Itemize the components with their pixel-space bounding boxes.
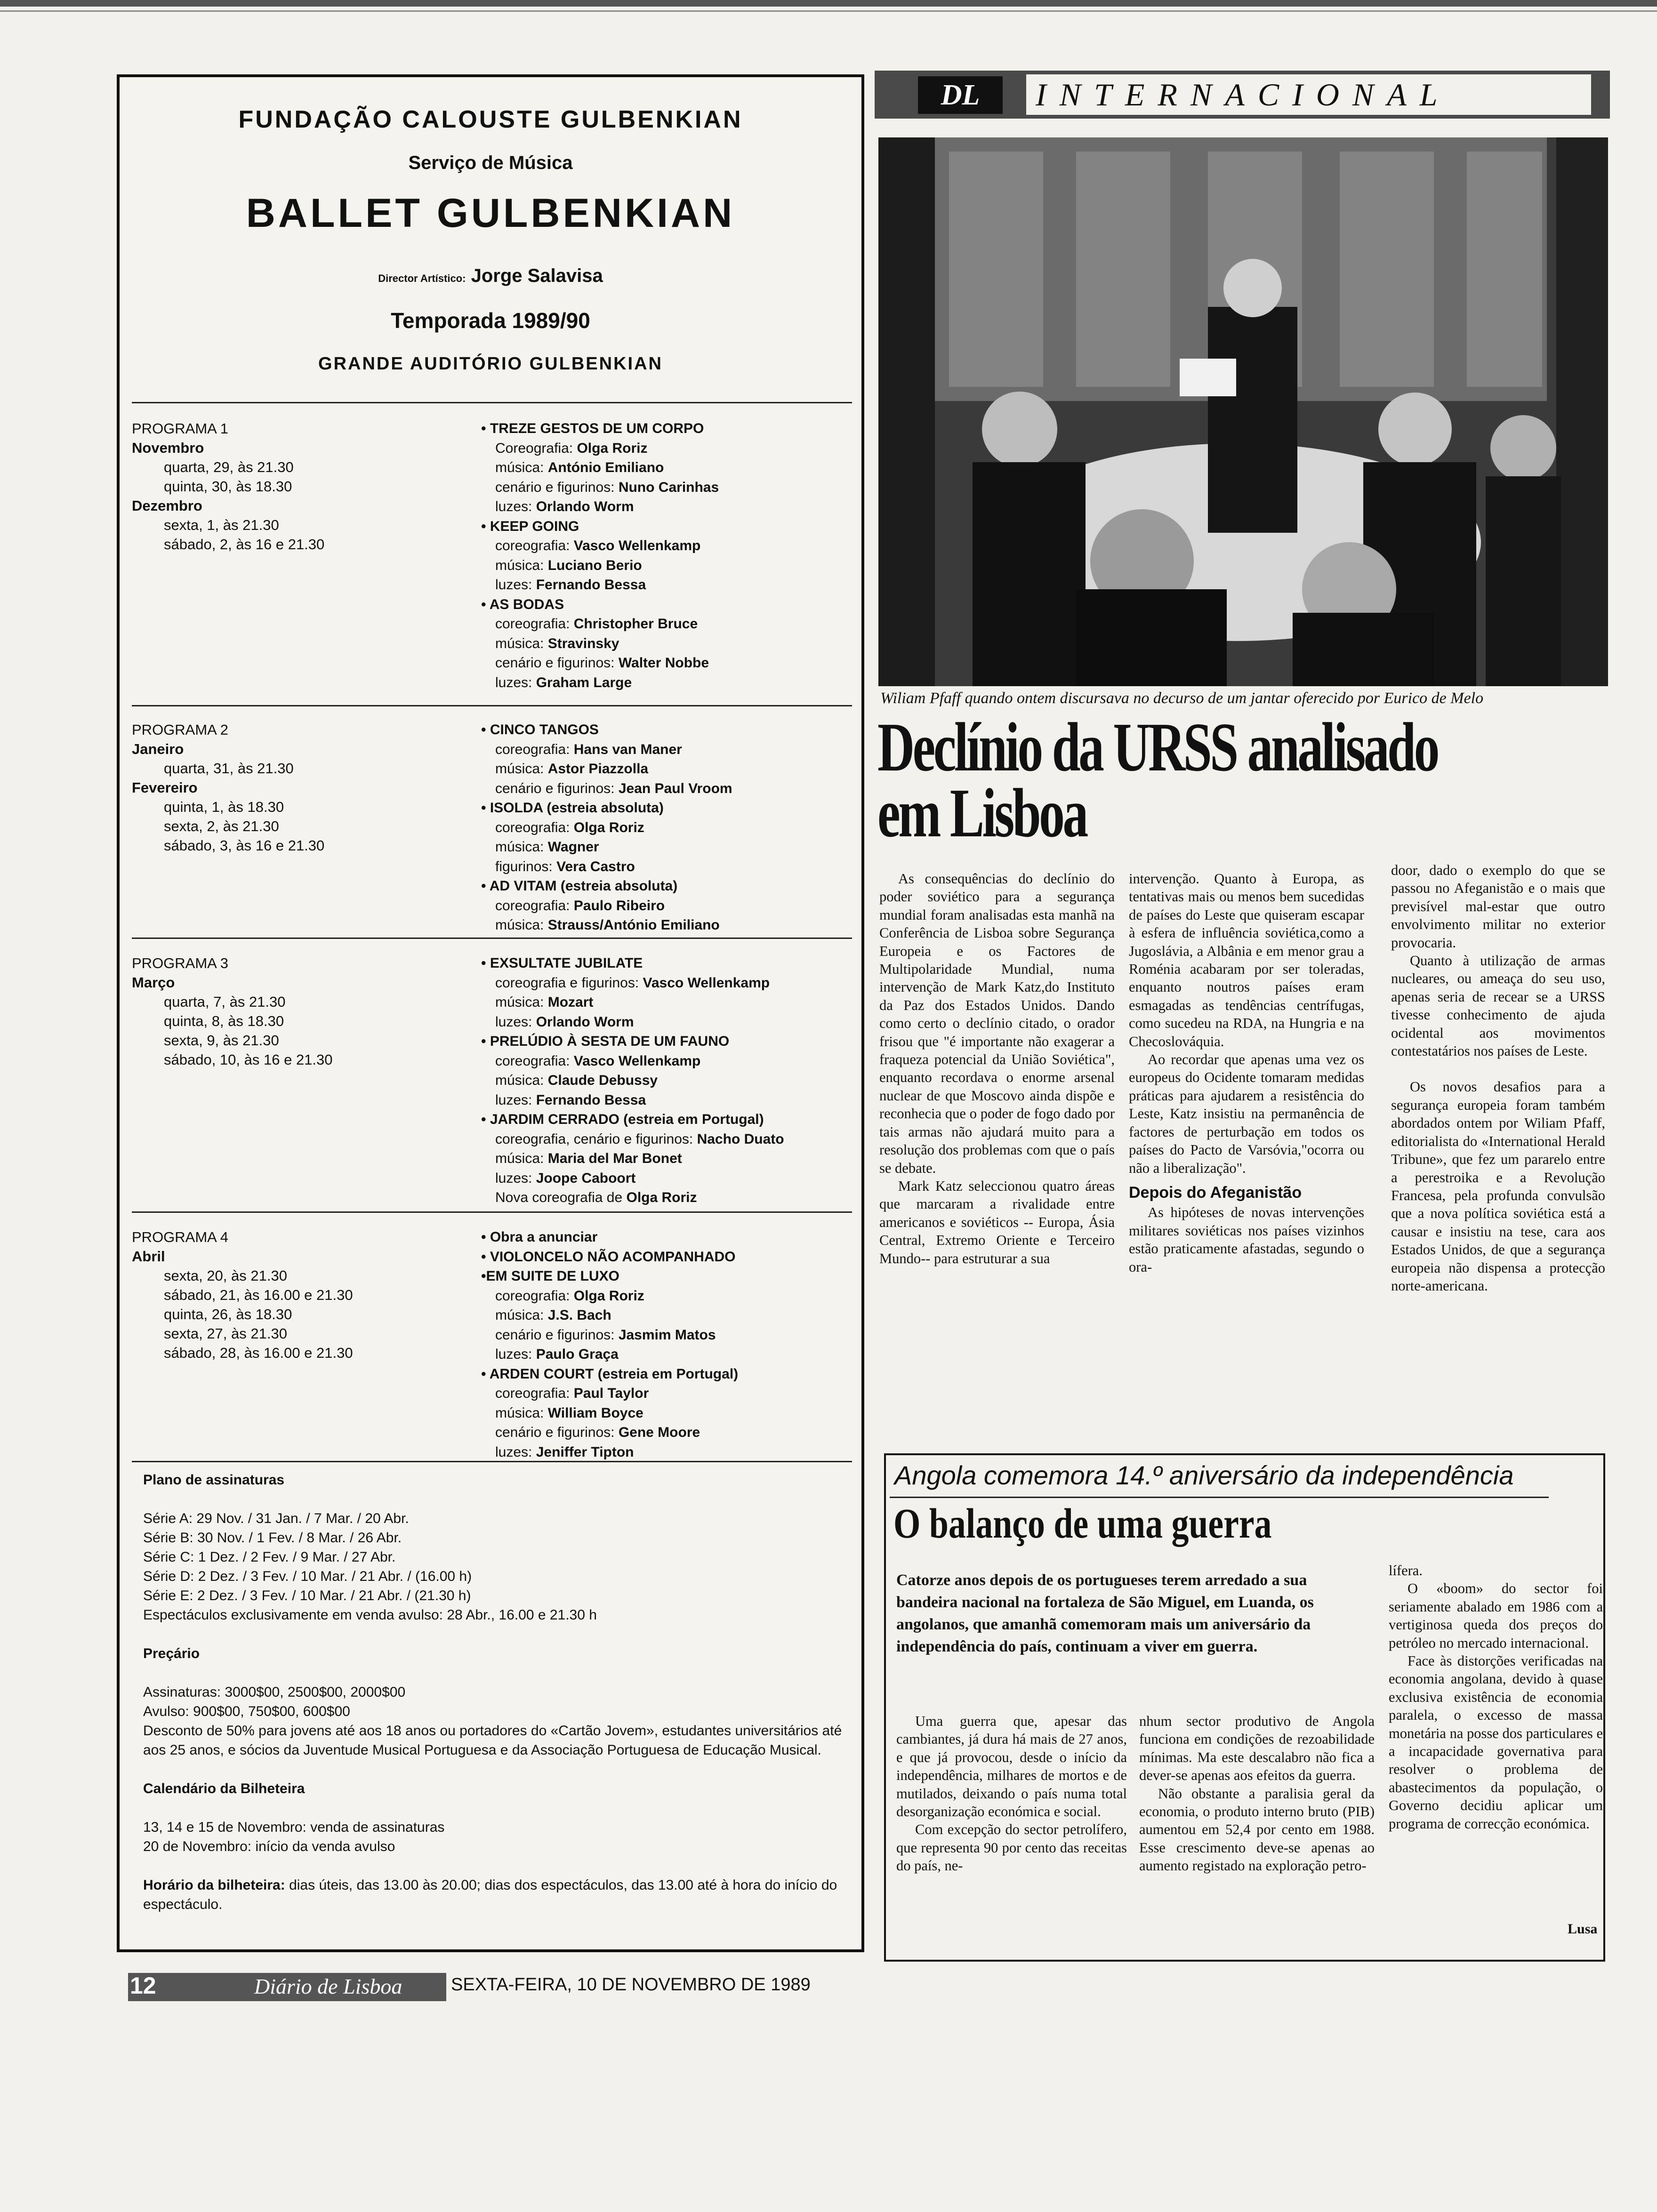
credit-name: Luciano Berio <box>547 557 642 573</box>
plano-line: Série C: 1 Dez. / 2 Fev. / 9 Mar. / 27 Abr. <box>143 1549 396 1565</box>
angola-column-3 <box>1389 1562 1603 1833</box>
ad-season: Temporada 1989/90 <box>391 308 590 333</box>
work-credit <box>481 759 858 779</box>
credit-role: música: <box>495 460 548 475</box>
horario <box>143 1875 849 1914</box>
credit-role: luzes: <box>495 1014 536 1030</box>
credit-name: Orlando Worm <box>536 499 634 514</box>
article-column-1 <box>879 870 1115 1267</box>
gulbenkian-ad <box>117 74 864 1952</box>
work-credit <box>481 497 858 517</box>
credit-role: luzes: <box>495 1444 536 1460</box>
work-title: • VIOLONCELO NÃO ACOMPANHADO <box>481 1249 736 1265</box>
credit-role: cenário e figurinos: <box>495 780 619 796</box>
credit-role: música: <box>495 917 548 933</box>
work-credit <box>481 837 858 857</box>
photo-caption: Wiliam Pfaff quando ontem discursava no decurso de um jantar oferecido por Eurico de Melo <box>880 689 1484 707</box>
work-credit <box>481 993 858 1012</box>
credit-name: Stravinsky <box>547 635 619 651</box>
paragraph: Quanto à utilização de armas nucleares, ou ameaça do seu uso, apenas seria de recear se a URSS tivesse conhecimento de ajuda ocidental aos movimentos contestatários nos países de Leste. <box>1391 953 1605 1059</box>
angola-lead: Catorze anos depois de os portugueses terem arredado a sua bandeira nacional na fortaleza de São Miguel, em Luanda, os angolanos, que amanhã comemoram mais um aniversário da independência do país, continuam a viver em guerra. <box>896 1571 1314 1655</box>
ad-director-label: Director Artístico: <box>378 272 466 284</box>
program-date: sábado, 28, às 16.00 e 21.30 <box>164 1345 353 1361</box>
credit-role: cenário e figurinos: <box>495 655 619 671</box>
credit-role: cenário e figurinos: <box>495 479 619 495</box>
credit-name: Vera Castro <box>556 858 635 874</box>
program-date: quinta, 30, às 18.30 <box>164 478 292 495</box>
credit-name: Nuno Carinhas <box>618 479 719 495</box>
credit-name: Orlando Worm <box>536 1014 634 1030</box>
work-credit <box>481 1443 858 1462</box>
work-title: •EM SUITE DE LUXO <box>481 1268 619 1284</box>
ad-title: BALLET GULBENKIAN <box>246 191 735 236</box>
credit-role: cenário e figurinos: <box>495 1425 619 1440</box>
credit-name: Fernando Bessa <box>536 1092 646 1108</box>
article-column-3 <box>1391 861 1605 1295</box>
program-divider <box>132 938 852 939</box>
credit-name: Jasmim Matos <box>618 1327 716 1343</box>
work-credit <box>481 1090 858 1110</box>
section-name: INTERNACIONAL <box>1026 74 1591 115</box>
news-photo <box>878 137 1608 686</box>
work-title: • ARDEN COURT (estreia em Portugal) <box>481 1366 739 1382</box>
program-date: sexta, 9, às 21.30 <box>164 1032 279 1049</box>
program-month: Fevereiro <box>132 779 198 796</box>
credit-role: luzes: <box>495 1170 536 1186</box>
credit-name: Jean Paul Vroom <box>618 780 732 796</box>
paragraph: As hipóteses de novas intervenções militares soviéticas nos países vizinhos estão praticamente afastadas, segundo o ora- <box>1129 1204 1364 1275</box>
program-month: Abril <box>132 1248 165 1265</box>
calendario-line: 13, 14 e 15 de Novembro: venda de assinaturas <box>143 1819 445 1835</box>
work-credit <box>481 1345 858 1364</box>
program-date: sexta, 1, às 21.30 <box>164 517 279 533</box>
credit-role: luzes: <box>495 1346 536 1362</box>
work-credit <box>481 634 858 654</box>
program-month: Janeiro <box>132 741 184 757</box>
credit-name: Maria del Mar Bonet <box>547 1151 682 1166</box>
program-works <box>481 954 858 1208</box>
work-credit <box>481 818 858 838</box>
credit-name: Astor Piazzolla <box>547 761 649 777</box>
program-date: quarta, 29, às 21.30 <box>164 459 294 475</box>
plano-line: Espectáculos exclusivamente em venda avulso: 28 Abr., 16.00 e 21.30 h <box>143 1607 597 1623</box>
credit-role: música: <box>495 761 548 777</box>
work-credit <box>481 1306 858 1325</box>
paragraph: intervenção. Quanto à Europa, as tentativas mais ou menos bem sucedidas de países do Leste que quiseram escapar à esfera de influência soviética,como a Jugoslávia, a Albânia e em menor grau a Roménia acabaram por ser toleradas, enquanto noutros países eram esmagadas as tendências centrífugas, como sucedeu na RDA, na Hungria e na Checoslováquia. <box>1129 871 1364 1050</box>
angola-column-1 <box>896 1712 1127 1875</box>
credit-name: J.S. Bach <box>547 1307 611 1323</box>
precario-title: Preçário <box>143 1646 200 1661</box>
work-title: • PRELÚDIO À SESTA DE UM FAUNO <box>481 1034 730 1049</box>
work-credit <box>481 779 858 799</box>
program-works <box>481 1227 858 1462</box>
credit-name: Strauss/António Emiliano <box>547 917 720 933</box>
subscription-plan <box>143 1470 849 1914</box>
credit-name: William Boyce <box>547 1405 643 1421</box>
credit-role: coreografia: <box>495 538 574 553</box>
program-schedule <box>132 419 461 554</box>
credit-role: coreografia: <box>495 819 574 835</box>
program-divider <box>132 1461 852 1462</box>
angola-kicker: Angola comemora 14.º aniversário da independência <box>894 1460 1514 1490</box>
article-headline <box>877 709 1438 852</box>
work-title: • Obra a anunciar <box>481 1229 598 1245</box>
credit-role: música: <box>495 1405 548 1421</box>
credit-role: cenário e figurinos: <box>495 1327 619 1343</box>
work-title: • KEEP GOING <box>481 518 579 534</box>
paragraph: Ao recordar que apenas uma vez os europeus do Ocidente tomaram medidas práticas para ajudarem a resistência do Leste, Katz insistiu na permanência de factores de perturbação em todos os países do Pacto de Varsóvia,"ocorra ou não a liberalização". <box>1129 1051 1364 1176</box>
credit-role: música: <box>495 635 548 651</box>
calendario-line: 20 de Novembro: início da venda avulso <box>143 1839 395 1854</box>
credit-role: música: <box>495 557 548 573</box>
program-month: Novembro <box>132 440 204 456</box>
credit-role: coreografia: <box>495 616 574 632</box>
work-credit <box>481 1071 858 1090</box>
angola-title: O balanço de uma guerra <box>893 1500 1272 1547</box>
plano-line: Série B: 30 Nov. / 1 Fev. / 8 Mar. / 26 Abr. <box>143 1530 402 1546</box>
program-date: sábado, 2, às 16 e 21.30 <box>164 536 325 553</box>
credit-role: luzes: <box>495 1092 536 1108</box>
work-credit <box>481 740 858 760</box>
work-title: • AS BODAS <box>481 596 564 612</box>
angola-rule <box>890 1497 1549 1498</box>
precario-line: Assinaturas: 3000$00, 2500$00, 2000$00 <box>143 1684 406 1700</box>
program-schedule <box>132 720 461 855</box>
credit-name: Gene Moore <box>618 1425 700 1440</box>
work-title: • ISOLDA (estreia absoluta) <box>481 800 664 816</box>
program-month: Março <box>132 974 175 991</box>
work-credit <box>481 973 858 993</box>
credit-name: Olga Roriz <box>573 1288 644 1304</box>
work-credit <box>481 1403 858 1423</box>
paragraph: Face às distorções verificadas na economia angolana, devido à quase exclusiva existência de economia paralela, o excesso de massa monetária na posse dos particulares e a incapacidade governativa para resolver o problema de abastecimentos da população, o Governo decidiu aplicar um programa de correcção económica. <box>1389 1653 1603 1832</box>
credit-role: Coreografia: <box>495 440 577 456</box>
paragraph: Com excepção do sector petrolífero, que representa 90 por cento das receitas do país, ne- <box>896 1821 1127 1874</box>
program-date: sábado, 21, às 16.00 e 21.30 <box>164 1287 353 1303</box>
paragraph: nhum sector produtivo de Angola funciona em condições de rezoabilidade mínimas. Ma este descalabro não fica a dever-se apenas aos efeitos da guerra. <box>1139 1713 1375 1784</box>
work-credit <box>481 458 858 478</box>
program-date: sexta, 20, às 21.30 <box>164 1267 287 1284</box>
program-date: quarta, 31, às 21.30 <box>164 760 294 777</box>
credit-role: luzes: <box>495 499 536 514</box>
credit-name: Olga Roriz <box>577 440 648 456</box>
credit-name: António Emiliano <box>547 460 664 475</box>
work-title: • TREZE GESTOS DE UM CORPO <box>481 421 704 436</box>
program-date: quarta, 7, às 21.30 <box>164 994 286 1010</box>
horario-text: dias úteis, das 13.00 às 20.00; dias dos espectáculos, das 13.00 até à hora do início do espectáculo. <box>143 1877 837 1912</box>
work-credit <box>481 1286 858 1306</box>
top-rule <box>0 0 1657 7</box>
work-credit <box>481 1051 858 1071</box>
work-credit <box>481 915 858 935</box>
credit-name: Fernando Bessa <box>536 577 646 593</box>
credit-role: música: <box>495 1151 548 1166</box>
program-date: quinta, 26, às 18.30 <box>164 1306 292 1322</box>
paragraph: door, dado o exemplo do que se passou no Afeganistão e o mais que previsível mal-estar que outro envolvimento militar no exterior provocaria. <box>1391 862 1605 951</box>
credit-role: música: <box>495 1307 548 1323</box>
ad-organization: FUNDAÇÃO CALOUSTE GULBENKIAN <box>238 106 743 133</box>
calendario-title: Calendário da Bilheteira <box>143 1781 305 1796</box>
work-credit <box>481 614 858 634</box>
paragraph: Não obstante a paralisia geral da economia, o produto interno bruto (PIB) aumentou em 52,4 por cento em 1988. Esse crescimento deve-se apenas ao aumento registado na exploração petro- <box>1139 1785 1375 1874</box>
credit-name: Joope Caboort <box>536 1170 636 1186</box>
program-date: quinta, 1, às 18.30 <box>164 799 284 815</box>
credit-name: Graham Large <box>536 674 632 690</box>
credit-name: Nacho Duato <box>697 1131 784 1147</box>
credit-name: Vasco Wellenkamp <box>573 538 701 553</box>
credit-role: coreografia e figurinos: <box>495 975 643 991</box>
credit-role: coreografia: <box>495 1053 574 1069</box>
work-title: • EXSULTATE JUBILATE <box>481 955 643 971</box>
program-divider <box>132 402 852 403</box>
work-credit <box>481 556 858 576</box>
work-credit <box>481 1149 858 1169</box>
angola-column-2 <box>1139 1712 1375 1875</box>
article-subhead: Depois do Afeganistão <box>1129 1183 1302 1202</box>
credit-role: coreografia: <box>495 741 574 757</box>
credit-role: música: <box>495 839 548 855</box>
work-credit <box>481 653 858 673</box>
credit-role: música: <box>495 1073 548 1088</box>
credit-role: luzes: <box>495 674 536 690</box>
plano-title: Plano de assinaturas <box>143 1472 285 1488</box>
program-divider <box>132 705 852 706</box>
credit-name: Olga Roriz <box>573 819 644 835</box>
paragraph: O «boom» do sector foi seriamente abalado em 1986 com a vertiginosa queda dos preços do petróleo no mercado internacional. <box>1389 1580 1603 1651</box>
plano-line: Série E: 2 Dez. / 3 Fev. / 10 Mar. / 21 Abr. / (21.30 h) <box>143 1588 471 1603</box>
credit-name: Walter Nobbe <box>618 655 709 671</box>
plano-line: Série D: 2 Dez. / 3 Fev. / 10 Mar. / 21 Abr. / (16.00 h) <box>143 1569 472 1584</box>
top-rule-thin <box>0 10 1657 12</box>
work-credit <box>481 1130 858 1149</box>
credit-name: Paulo Graça <box>536 1346 619 1362</box>
headline-line-2: em Lisboa <box>877 775 1086 852</box>
program-date: sexta, 27, às 21.30 <box>164 1325 287 1342</box>
footer-masthead: Diário de Lisboa <box>254 1974 402 1998</box>
work-credit <box>481 1423 858 1443</box>
credit-name: Paul Taylor <box>573 1386 649 1401</box>
page-number: 12 <box>130 1972 156 1999</box>
program-date: sexta, 2, às 21.30 <box>164 818 279 834</box>
credit-role: figurinos: <box>495 858 557 874</box>
paragraph: As consequências do declínio do poder soviético para a segurança mundial foram analisadas esta manhã na Conferência de Lisboa sobre Segurança Europeia e os Factores de Multipolaridade Mundial, numa intervenção de Mark Katz,do Instituto da Paz dos Estados Unidos. Dando como certo o declínio citado, o orador frisou que "é importante não exagerar a fraqueza potencial da União Soviética", enquanto recordava o enorme arsenal nuclear de que Moscovo ainda dispõe e reconhecia que o poder de fogo dado por tais armas não ajudará muito para a resolução dos problemas com que o país se debate. <box>879 871 1115 1176</box>
program-works <box>481 419 858 692</box>
work-credit <box>481 673 858 693</box>
work-credit <box>481 896 858 916</box>
paragraph: Os novos desafios para a segurança europeia foram também abordados ontem por Wiliam Pfaff, editorialista do «International Herald Tribune», que fez um pararelo entre a perestroika e a Revolução Francesa, pela profunda convulsão que a nova política soviética está a causar e insistiu na tese, cara aos Estados Unidos, de que a segurança europeia não dispensa a protecção norte-americana. <box>1391 1079 1605 1294</box>
work-credit <box>481 1384 858 1403</box>
credit-name: Wagner <box>547 839 599 855</box>
ad-venue: GRANDE AUDITÓRIO GULBENKIAN <box>318 354 663 374</box>
program-schedule <box>132 954 461 1069</box>
program-name: PROGRAMA 4 <box>132 1229 228 1245</box>
paragraph: lífera. <box>1389 1563 1423 1579</box>
plano-line: Série A: 29 Nov. / 31 Jan. / 7 Mar. / 20 Abr. <box>143 1511 409 1526</box>
ad-director <box>120 265 861 287</box>
program-name: PROGRAMA 1 <box>132 420 228 437</box>
paragraph: Uma guerra que, apesar das cambiantes, já dura há mais de 27 anos, e que já provocou, desde o início da independência, milhares de mortos e de mutilados, deixando o país numa total desorganização económica e social. <box>896 1713 1127 1820</box>
credit-name: Vasco Wellenkamp <box>573 1053 701 1069</box>
program-name: PROGRAMA 2 <box>132 721 228 738</box>
work-credit <box>481 1325 858 1345</box>
footer-date: SEXTA-FEIRA, 10 DE NOVEMBRO DE 1989 <box>451 1975 811 1995</box>
program-divider <box>132 1211 852 1213</box>
credit-role: música: <box>495 994 548 1010</box>
program-name: PROGRAMA 3 <box>132 955 228 971</box>
credit-name: Christopher Bruce <box>573 616 698 632</box>
credit-name: Mozart <box>547 994 594 1010</box>
ad-service: Serviço de Música <box>408 152 573 173</box>
credit-name: Claude Debussy <box>547 1073 658 1088</box>
headline-line-1: Declínio da URSS analisado <box>877 709 1438 786</box>
credit-name: Olga Roriz <box>626 1190 697 1205</box>
credit-role: Nova coreografia de <box>495 1190 627 1205</box>
work-credit <box>481 857 858 877</box>
dinner-photo-illustration <box>878 137 1608 686</box>
article-column-2 <box>1129 870 1364 1276</box>
work-credit <box>481 1012 858 1032</box>
work-title: • CINCO TANGOS <box>481 722 599 737</box>
program-schedule <box>132 1227 461 1362</box>
credit-role: coreografia: <box>495 1288 574 1304</box>
work-title: • AD VITAM (estreia absoluta) <box>481 878 678 894</box>
program-date: sábado, 3, às 16 e 21.30 <box>164 837 325 854</box>
work-credit <box>481 575 858 595</box>
horario-label: Horário da bilheteira: <box>143 1877 285 1893</box>
credit-name: Jeniffer Tipton <box>536 1444 634 1460</box>
credit-name: Hans van Maner <box>573 741 682 757</box>
work-credit <box>481 478 858 497</box>
news-agency: Lusa <box>1568 1921 1598 1937</box>
work-credit <box>481 1188 858 1208</box>
credit-name: Paulo Ribeiro <box>573 898 665 914</box>
precario-line: Avulso: 900$00, 750$00, 600$00 <box>143 1704 350 1719</box>
ad-director-name: Jorge Salavisa <box>471 265 603 286</box>
work-credit <box>481 1169 858 1188</box>
credit-name: Vasco Wellenkamp <box>643 975 770 991</box>
credit-role: coreografia: <box>495 1386 574 1401</box>
program-date: quinta, 8, às 18.30 <box>164 1013 284 1029</box>
work-credit <box>481 536 858 556</box>
credit-role: coreografia, cenário e figurinos: <box>495 1131 697 1147</box>
credit-role: coreografia: <box>495 898 574 914</box>
program-works <box>481 720 858 935</box>
section-logo: DL <box>918 76 1003 114</box>
precario-line: Desconto de 50% para jovens até aos 18 anos ou portadores do «Cartão Jovem», estudantes universitários até aos 25 anos, e sócios da Juventude Musical Portuguesa e da Associação Portuguesa de Educação Musical. <box>143 1723 842 1758</box>
work-title: • JARDIM CERRADO (estreia em Portugal) <box>481 1112 764 1127</box>
work-credit <box>481 439 858 458</box>
credit-role: luzes: <box>495 577 536 593</box>
paragraph: Mark Katz seleccionou quatro áreas que marcaram a rivalidade entre americanos e soviéticos -- Europa, Ásia Central, Extremo Oriente e Terceiro Mundo-- para estruturar a sua <box>879 1178 1115 1266</box>
program-month: Dezembro <box>132 497 202 514</box>
program-date: sábado, 10, às 16 e 21.30 <box>164 1051 333 1068</box>
